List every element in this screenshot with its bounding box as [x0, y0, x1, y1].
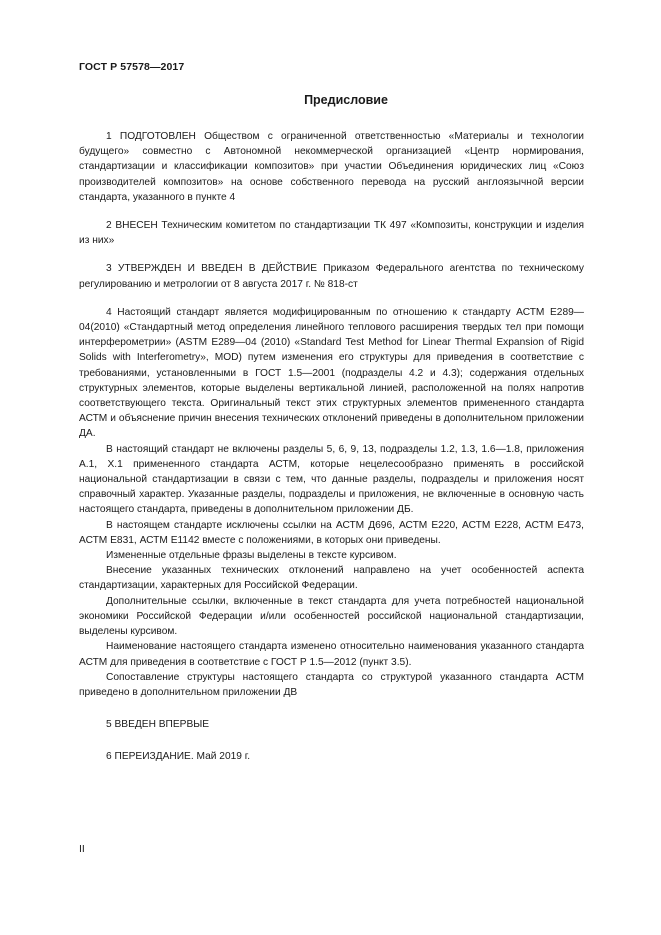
paragraph-4-structure-comparison: Сопоставление структуры настоящего стандарта со структурой указанного стандарта АСТМ приведено в дополнительном приложении ДВ: [79, 671, 584, 698]
page-number: II: [79, 843, 85, 855]
page-title: Предисловие: [304, 93, 388, 107]
paragraph-4-italic-phrases: Измененные отдельные фразы выделены в тексте курсивом.: [106, 550, 397, 562]
paragraph-4-excluded-sections: В настоящий стандарт не включены разделы 5, 6, 9, 13, подразделы 1.2, 1.3, 1.6—1.8, приложения А.1, Х.1 примененного стандарта АСТМ, которые нецелесообразно применять в российской национальной стандартизации в связи с тем, что данные разделы, подразделы и приложения носят справочный характер. Указанные разделы, подразделы и приложения, не включенные в основную часть настоящего стандарта, приведены в дополнительном приложении ДБ.: [79, 443, 584, 516]
paragraph-4-additional-references: Дополнительные ссылки, включенные в текст стандарта для учета потребностей национальной экономики Российской Федерации и/или особенностей российской национальной стандартизации, выделены курсивом.: [79, 595, 584, 638]
document-code: ГОСТ Р 57578—2017: [79, 61, 185, 73]
paragraph-6-reissue: 6 ПЕРЕИЗДАНИЕ. Май 2019 г.: [106, 751, 251, 763]
paragraph-5-first-introduced: 5 ВВЕДЕН ВПЕРВЫЕ: [106, 719, 210, 731]
paragraph-4-name-change: Наименование настоящего стандарта изменено относительно наименования указанного стандарта АСТМ для приведения в соответствие с ГОСТ Р 1.5—2012 (пункт 3.5).: [79, 641, 584, 668]
paragraph-4-modified: 4 Настоящий стандарт является модифицированным по отношению к стандарту АСТМ Е289—04(2010) «Стандартный метод определения линейного теплового расширения твердых тел при помощи интерферометрии» (ASTM E289—04 (2010) «Standard Test Method for Linear Thermal Expansion of Rigid Solids with Interferometry», MOD) путем изменения его структуры для приведения в соответствие с требованиями, установленными в ГОСТ 1.5—2001 (подразделы 4.2 и 4.3); содержания отдельных структурных элементов, которые выделены вертикальной линией, расположенной на полях напротив соответствующего текста. Оригинальный текст этих структурных элементов примененного стандарта АСТМ и объяснение причин внесения технических отклонений приведены в дополнительном приложении ДА.: [79, 306, 584, 440]
foreword-body: [79, 129, 584, 765]
paragraph-4-excluded-references: В настоящем стандарте исключены ссылки на АСТМ Д696, АСТМ Е220, АСТМ Е228, АСТМ Е473, АСТМ Е831, АСТМ Е1142 вместе с положениями, в которых они приведены.: [79, 519, 584, 546]
paragraph-3-approved: 3 УТВЕРЖДЕН И ВВЕДЕН В ДЕЙСТВИЕ Приказом Федерального агентства по техническому регулированию и метрологии от 8 августа 2017 г. № 818-ст: [79, 263, 584, 290]
paragraph-2-introduced: 2 ВНЕСЕН Техническим комитетом по стандартизации ТК 497 «Композиты, конструкции и изделия из них»: [79, 220, 584, 247]
paragraph-1-prepared: 1 ПОДГОТОВЛЕН Обществом с ограниченной ответственностью «Материалы и технологии будущего» совместно с Автономной некоммерческой организацией «Центр нормирования, стандартизации и классификации композитов» при участии Объединения юридических лиц «Союз производителей композитов» на основе собственного перевода на русский англоязычной версии стандарта, указанного в пункте 4: [79, 131, 584, 203]
paragraph-4-deviations: Внесение указанных технических отклонений направлено на учет особенностей аспекта стандартизации, характерных для Российской Федерации.: [79, 565, 584, 592]
